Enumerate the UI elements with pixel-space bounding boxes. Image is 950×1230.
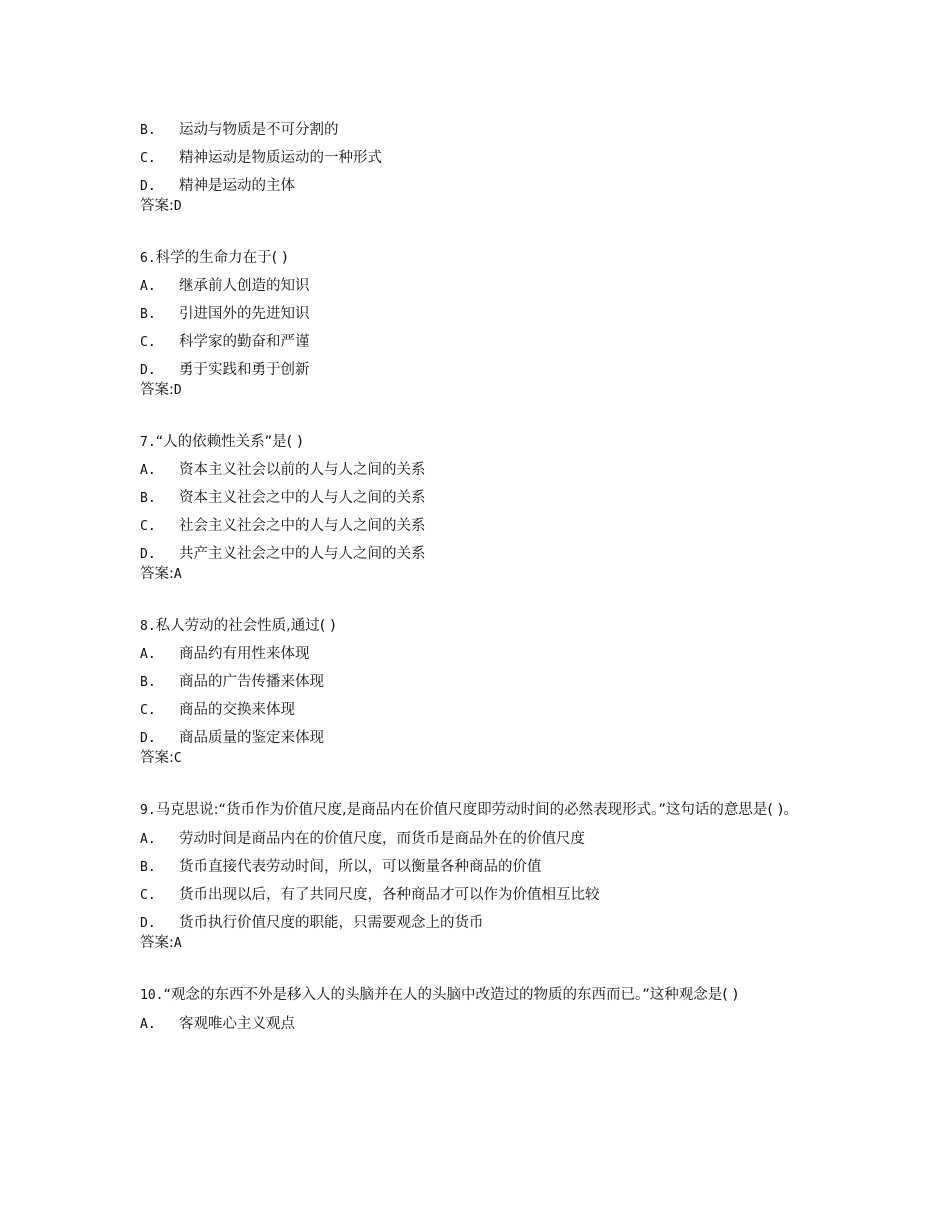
answer-line: 答案:D [140, 198, 182, 214]
option-d: D. 精神是运动的主体 [140, 178, 295, 194]
option-b: B. 商品的广告传播来体现 [140, 674, 324, 690]
option-c: C. 社会主义社会之中的人与人之间的关系 [140, 518, 426, 534]
question-10 [140, 981, 820, 1038]
option-a: A. 客观唯心主义观点 [140, 1016, 295, 1032]
option-b: B. 资本主义社会之中的人与人之间的关系 [140, 490, 426, 506]
question-title: 7.“人的依赖性关系”是( ) [140, 434, 303, 450]
question-title: 10.“观念的东西不外是移入人的头脑并在人的头脑中改造过的物质的东西而已。”这种观念是( ) [140, 987, 739, 1003]
question-6 [140, 244, 820, 400]
option-d: D. 共产主义社会之中的人与人之间的关系 [140, 546, 426, 562]
question-7 [140, 428, 820, 584]
option-c: C. 科学家的勤奋和严谨 [140, 334, 310, 350]
question-block-5-continued [140, 116, 820, 216]
question-9 [140, 796, 820, 953]
option-a: A. 劳动时间是商品内在的价值尺度，而货币是商品外在的价值尺度 [140, 831, 585, 847]
question-title: 8.私人劳动的社会性质,通过( ) [140, 618, 336, 634]
option-d: D. 货币执行价值尺度的职能，只需要观念上的货币 [140, 915, 484, 931]
question-title: 6.科学的生命力在于( ) [140, 250, 288, 266]
option-c: C. 商品的交换来体现 [140, 702, 295, 718]
option-a: A. 继承前人创造的知识 [140, 278, 310, 294]
document-page [140, 116, 820, 1038]
option-c: C. 货币出现以后，有了共同尺度，各种商品才可以作为价值相互比较 [140, 887, 600, 903]
option-a: A. 商品约有用性来体现 [140, 646, 310, 662]
option-b: B. 运动与物质是不可分割的 [140, 122, 339, 138]
answer-line: 答案:C [140, 750, 182, 766]
option-c: C. 精神运动是物质运动的一种形式 [140, 150, 382, 166]
option-d: D. 商品质量的鉴定来体现 [140, 730, 324, 746]
option-d: D. 勇于实践和勇于创新 [140, 362, 310, 378]
question-title: 9.马克思说:“货币作为价值尺度,是商品内在价值尺度即劳动时间的必然表现形式。”这句话的意思是( )。 [140, 802, 798, 818]
answer-line: 答案:A [140, 935, 182, 951]
option-a: A. 资本主义社会以前的人与人之间的关系 [140, 462, 426, 478]
answer-line: 答案:A [140, 566, 182, 582]
option-b: B. 货币直接代表劳动时间，所以，可以衡量各种商品的价值 [140, 859, 542, 875]
answer-line: 答案:D [140, 382, 182, 398]
question-8 [140, 612, 820, 768]
option-b: B. 引进国外的先进知识 [140, 306, 310, 322]
